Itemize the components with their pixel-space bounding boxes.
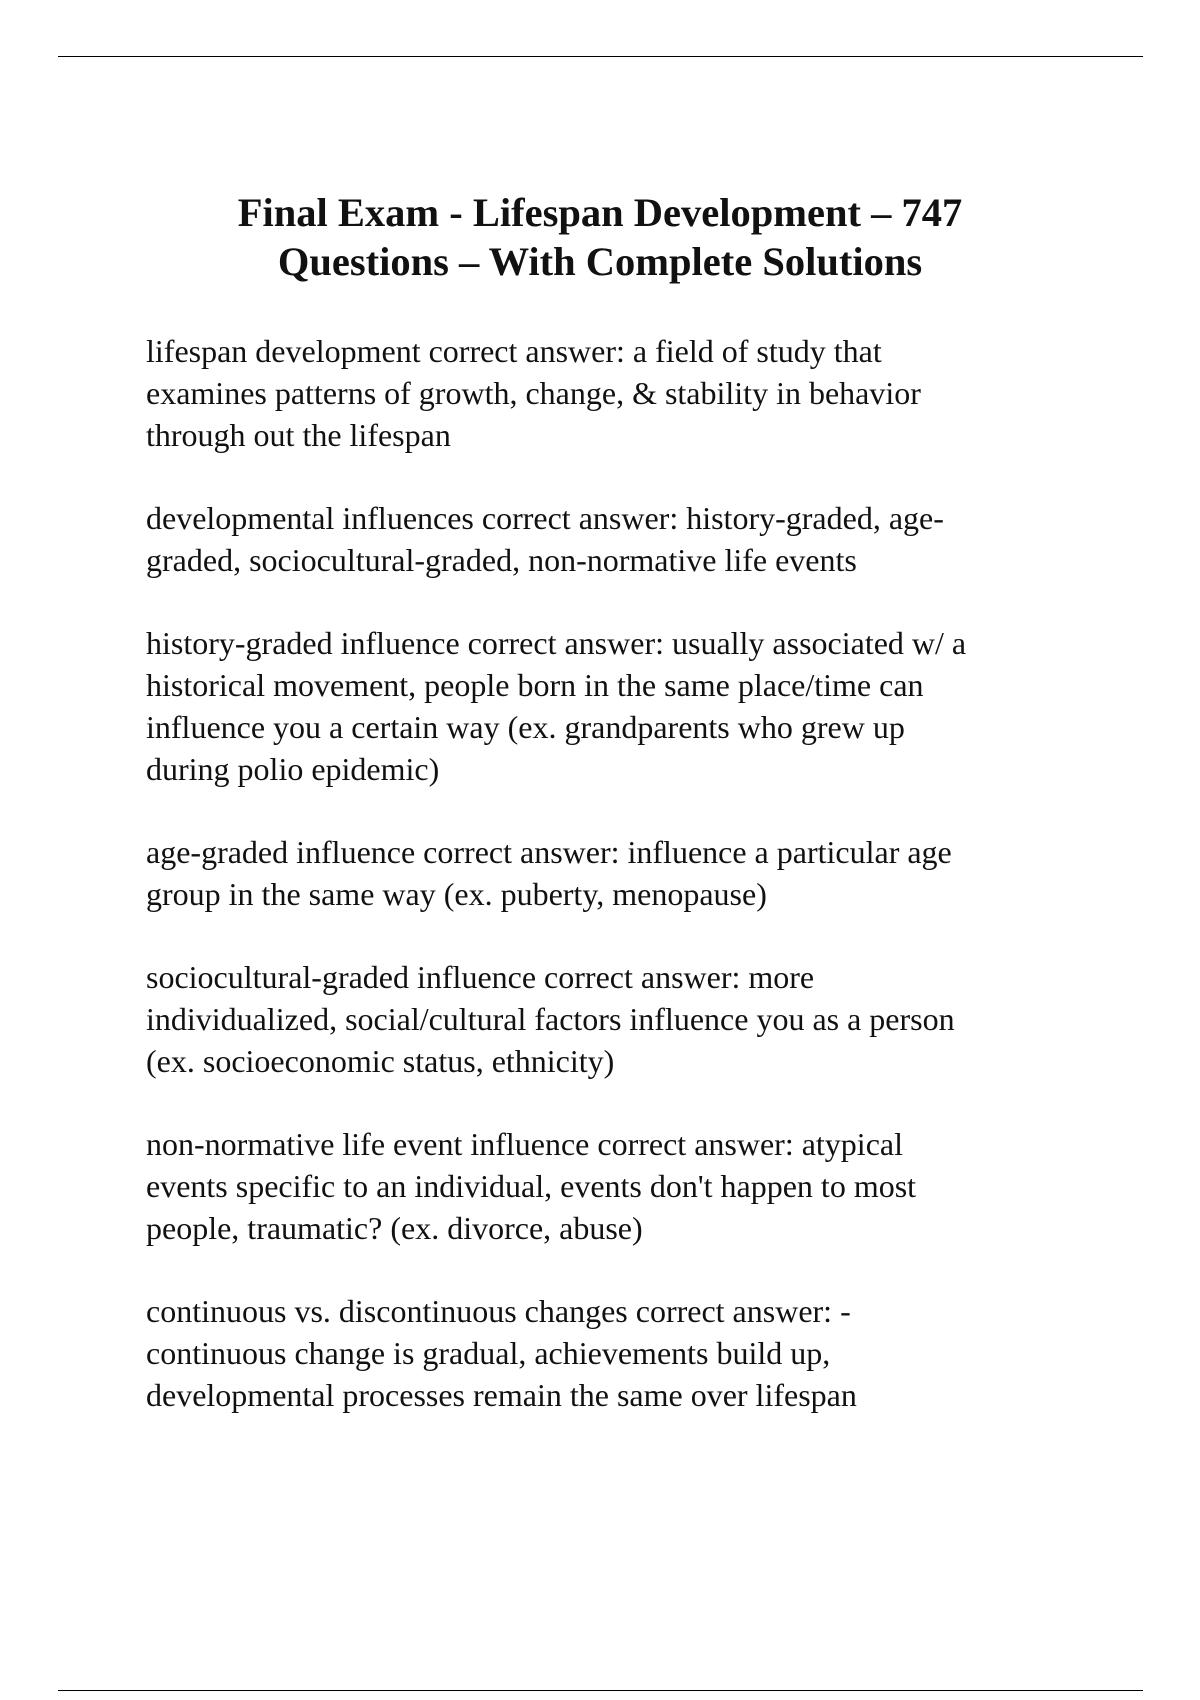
entry-line: sociocultural-graded influence correct answer: more — [146, 959, 815, 995]
question-entry — [146, 1123, 1116, 1249]
entry-line: continuous vs. discontinuous changes correct answer: - — [146, 1293, 851, 1329]
entry-line: influence you a certain way (ex. grandparents who grew up — [146, 709, 905, 745]
entry-line: historical movement, people born in the same place/time can — [146, 667, 924, 703]
title-line: Questions – With Complete Solutions — [277, 239, 923, 284]
footer-rule — [58, 1690, 1143, 1691]
entry-line: (ex. socioeconomic status, ethnicity) — [146, 1043, 615, 1079]
entry-line: through out the lifespan — [146, 417, 451, 453]
entry-line: events specific to an individual, events don't happen to most — [146, 1168, 917, 1204]
document-title — [120, 188, 1080, 286]
entry-line: group in the same way (ex. puberty, menopause) — [146, 876, 767, 912]
title-line: Final Exam - Lifespan Development – 747 — [237, 190, 963, 235]
entry-line: age-graded influence correct answer: influence a particular age — [146, 834, 952, 870]
question-list — [146, 330, 1116, 1457]
question-entry — [146, 1290, 1116, 1416]
entry-line: lifespan development correct answer: a field of study that — [146, 333, 882, 369]
question-entry — [146, 956, 1116, 1082]
entry-line: graded, sociocultural-graded, non-normative life events — [146, 542, 857, 578]
question-entry — [146, 622, 1116, 790]
entry-line: history-graded influence correct answer: usually associated w/ a — [146, 625, 967, 661]
question-entry — [146, 831, 1116, 915]
entry-line: examines patterns of growth, change, & stability in behavior — [146, 375, 921, 411]
entry-line: continuous change is gradual, achievements build up, — [146, 1335, 831, 1371]
entry-line: non-normative life event influence correct answer: atypical — [146, 1126, 903, 1162]
header-rule — [58, 56, 1143, 57]
entry-line: developmental influences correct answer: history-graded, age- — [146, 500, 944, 536]
entry-line: developmental processes remain the same over lifespan — [146, 1377, 857, 1413]
entry-line: during polio epidemic) — [146, 751, 440, 787]
question-entry — [146, 497, 1116, 581]
question-entry — [146, 330, 1116, 456]
entry-line: people, traumatic? (ex. divorce, abuse) — [146, 1210, 643, 1246]
entry-line: individualized, social/cultural factors influence you as a person — [146, 1001, 955, 1037]
